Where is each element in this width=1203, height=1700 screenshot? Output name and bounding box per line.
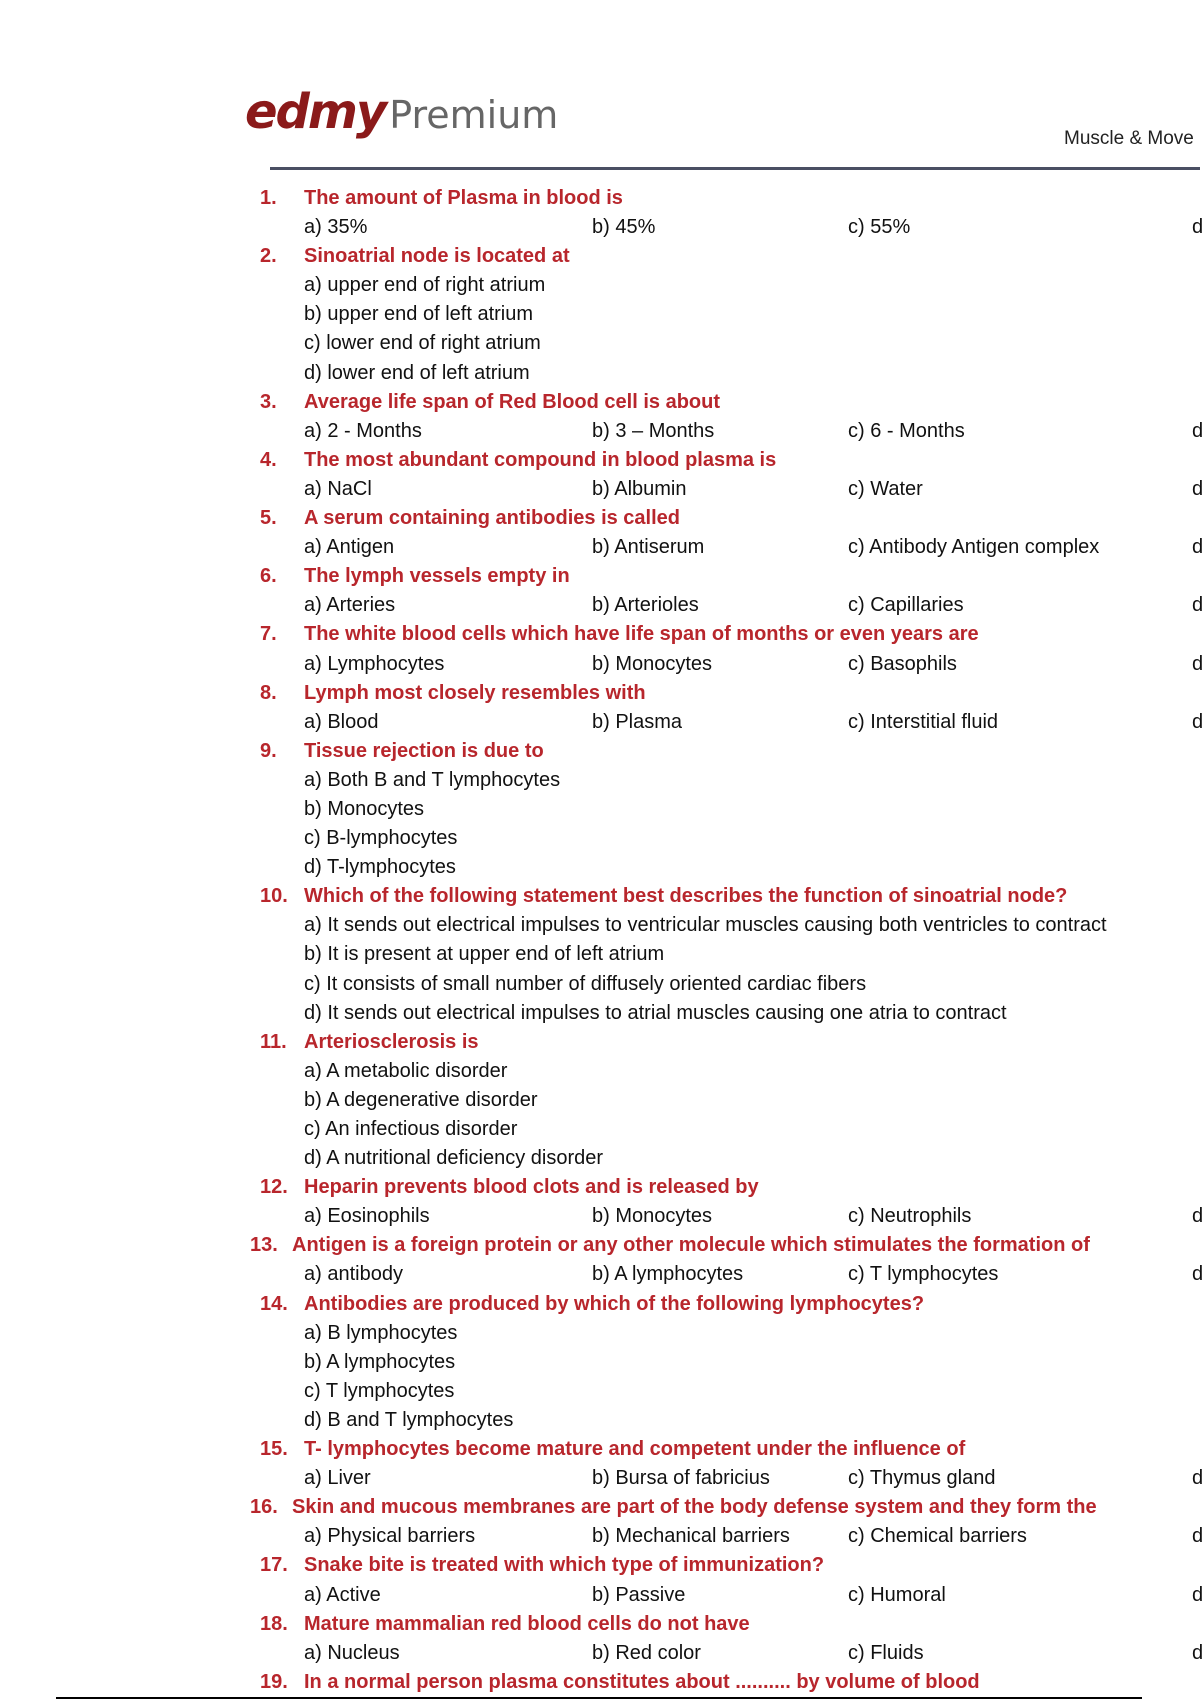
answer-option: a) Both B and T lymphocytes <box>304 768 561 791</box>
question-heading <box>0 1493 1200 1522</box>
answer-option: d <box>1192 1467 1203 1490</box>
answer-option: b) 45% <box>592 216 656 239</box>
options-row <box>0 1260 1203 1289</box>
answer-option: a) Eosinophils <box>304 1205 430 1228</box>
question-text: Which of the following statement best describes the function of sinoatrial node? <box>304 885 1068 908</box>
question-number: 15. <box>260 1438 288 1461</box>
answer-option: b) Arterioles <box>592 594 699 617</box>
question-text: Sinoatrial node is located at <box>304 245 570 268</box>
options-row <box>0 1581 1203 1610</box>
question-number: 5. <box>260 507 277 530</box>
answer-option: a) Active <box>304 1583 381 1606</box>
question-heading <box>0 1610 1200 1639</box>
answer-option: d <box>1192 477 1203 500</box>
question-number: 12. <box>260 1176 288 1199</box>
answer-option: c) Thymus gland <box>848 1467 996 1490</box>
answer-option: b) Monocytes <box>592 1205 713 1228</box>
question-item <box>0 1668 1200 1697</box>
question-item <box>0 388 1203 446</box>
question-item <box>0 1435 1203 1493</box>
question-number: 13. <box>250 1234 278 1257</box>
answer-option: a) Lymphocytes <box>304 652 445 675</box>
answer-option: c) Neutrophils <box>848 1205 972 1228</box>
answer-option: b) Red color <box>592 1641 701 1664</box>
answer-option: c) Basophils <box>848 652 957 675</box>
options-row <box>0 475 1203 504</box>
question-item <box>0 504 1203 562</box>
answer-option: d <box>1192 1263 1203 1286</box>
answer-option: d <box>1192 652 1203 675</box>
answer-option: a) B lymphocytes <box>304 1321 458 1344</box>
question-text: Heparin prevents blood clots and is released by <box>304 1176 759 1199</box>
question-item <box>0 1028 1200 1173</box>
answer-option: c) Humoral <box>848 1583 946 1606</box>
answer-option: a) Nucleus <box>304 1641 400 1664</box>
answer-option: d <box>1192 419 1203 442</box>
question-heading <box>0 1668 1200 1697</box>
question-number: 4. <box>260 448 277 471</box>
answer-option: b) A lymphocytes <box>592 1263 744 1286</box>
question-text: Average life span of Red Blood cell is about <box>304 390 721 413</box>
footer-divider <box>56 1697 1142 1699</box>
answer-option: d <box>1192 1583 1203 1606</box>
answer-option: c) B-lymphocytes <box>304 827 458 850</box>
answer-option: c) Fluids <box>848 1641 924 1664</box>
question-number: 14. <box>260 1292 288 1315</box>
answer-option: c) An infectious disorder <box>304 1118 518 1140</box>
answer-option: b) Monocytes <box>304 797 425 820</box>
question-text: A serum containing antibodies is called <box>304 507 681 530</box>
question-item <box>0 1290 1200 1435</box>
answer-option: c) T lymphocytes <box>304 1379 455 1402</box>
edmy-premium-logo <box>245 84 558 140</box>
answer-option: b) It is present at upper end of left atrium <box>304 943 665 966</box>
answer-option: c) Chemical barriers <box>848 1525 1027 1548</box>
answer-option: d <box>1192 1641 1203 1664</box>
answer-option: c) lower end of right atrium <box>304 332 541 355</box>
answer-option: b) upper end of left atrium <box>304 303 534 326</box>
question-number: 16. <box>250 1496 278 1519</box>
question-heading <box>0 1290 1200 1319</box>
answer-option: b) 3 – Months <box>592 419 715 442</box>
question-text: Lymph most closely resembles with <box>304 681 646 704</box>
question-text: The lymph vessels empty in <box>304 565 570 588</box>
question-text: T- lymphocytes become mature and competent under the influence of <box>304 1438 966 1461</box>
question-heading <box>0 1028 1200 1057</box>
question-number: 10. <box>260 885 288 908</box>
answer-option: a) upper end of right atrium <box>304 274 546 297</box>
question-text: The amount of Plasma in blood is <box>304 187 623 209</box>
question-number: 7. <box>260 623 277 646</box>
question-text: Arteriosclerosis is <box>304 1030 479 1053</box>
answer-option: c) Water <box>848 477 923 500</box>
options-row <box>0 213 1203 242</box>
answer-option: d) T-lymphocytes <box>304 856 456 879</box>
options-row <box>0 591 1203 620</box>
question-number: 11. <box>260 1030 287 1053</box>
question-number: 1. <box>260 187 277 209</box>
answer-option: d <box>1192 594 1203 617</box>
question-heading <box>0 620 1200 649</box>
question-heading <box>0 504 1200 533</box>
question-heading <box>0 446 1200 475</box>
options-row <box>0 1464 1203 1493</box>
logo-sub: Premium <box>389 93 559 137</box>
question-item <box>0 737 1200 882</box>
question-item <box>0 1610 1203 1668</box>
question-heading <box>0 184 1200 213</box>
question-heading <box>0 737 1200 766</box>
question-number: 8. <box>260 681 277 704</box>
answer-option: d <box>1192 1525 1203 1548</box>
answer-option: c) Capillaries <box>848 594 964 617</box>
answer-option: c) 6 - Months <box>848 419 965 442</box>
question-number: 6. <box>260 565 277 588</box>
page-header <box>0 0 1200 175</box>
answer-option: b) Mechanical barriers <box>592 1525 790 1548</box>
answer-option: a) Blood <box>304 710 379 733</box>
answer-option: d <box>1192 710 1203 733</box>
answer-option: b) A degenerative disorder <box>304 1088 538 1111</box>
options-row <box>0 708 1203 737</box>
answer-option: b) Antiserum <box>592 536 705 559</box>
logo-mark: edmy <box>245 84 386 140</box>
answer-option: a) A metabolic disorder <box>304 1059 508 1082</box>
question-text: Skin and mucous membranes are part of the body defense system and they form the <box>292 1496 1097 1519</box>
question-item <box>0 882 1200 1027</box>
answer-option: a) It sends out electrical impulses to ventricular muscles causing both ventricles to contract <box>304 914 1107 937</box>
options-row <box>0 1639 1203 1668</box>
question-number: 17. <box>260 1554 288 1577</box>
options-row <box>0 417 1203 446</box>
question-number: 3. <box>260 390 277 413</box>
answer-option: a) Physical barriers <box>304 1525 476 1548</box>
question-item <box>0 679 1203 737</box>
question-heading <box>0 1435 1200 1464</box>
answer-option: d <box>1192 216 1203 239</box>
question-heading <box>0 882 1200 911</box>
answer-option: c) Antibody Antigen complex <box>848 536 1100 559</box>
question-text: Antibodies are produced by which of the following lymphocytes? <box>304 1292 925 1315</box>
question-text: The most abundant compound in blood plasma is <box>304 448 777 471</box>
question-text: Tissue rejection is due to <box>304 739 544 762</box>
options-row <box>0 1522 1203 1551</box>
question-item <box>0 1173 1203 1231</box>
question-text: Antigen is a foreign protein or any other molecule which stimulates the formation of <box>292 1234 1090 1257</box>
question-number: 19. <box>260 1670 288 1693</box>
answer-option: b) Albumin <box>592 477 687 500</box>
question-heading <box>0 679 1200 708</box>
answer-option: a) NaCl <box>304 477 372 500</box>
answer-option: c) 55% <box>848 216 911 239</box>
answer-option: d) lower end of left atrium <box>304 361 530 384</box>
answer-option: d) B and T lymphocytes <box>304 1408 514 1431</box>
question-text: In a normal person plasma constitutes about .......... by volume of blood <box>304 1670 980 1693</box>
options-row <box>0 1202 1203 1231</box>
question-heading <box>0 562 1200 591</box>
question-item <box>0 562 1203 620</box>
answer-option: a) antibody <box>304 1263 403 1286</box>
answer-option: d <box>1192 536 1203 559</box>
answer-option: a) Arteries <box>304 594 396 617</box>
answer-option: b) A lymphocytes <box>304 1350 456 1373</box>
question-number: 9. <box>260 739 277 762</box>
answer-option: d) A nutritional deficiency disorder <box>304 1147 604 1170</box>
question-list <box>0 184 1203 1697</box>
chapter-title: Muscle & Move <box>1064 128 1194 149</box>
answer-option: d) It sends out electrical impulses to atrial muscles causing one atria to contract <box>304 1001 1007 1024</box>
answer-option: b) Monocytes <box>592 652 713 675</box>
answer-option: b) Bursa of fabricius <box>592 1467 770 1490</box>
answer-option: a) 2 - Months <box>304 419 422 442</box>
question-heading <box>0 1551 1200 1580</box>
question-number: 2. <box>260 245 277 268</box>
question-item <box>0 620 1203 678</box>
answer-option: a) Antigen <box>304 536 395 559</box>
answer-option: d <box>1192 1205 1203 1228</box>
options-row <box>0 650 1203 679</box>
answer-option: b) Passive <box>592 1583 686 1606</box>
question-heading <box>0 1173 1200 1202</box>
answer-option: b) Plasma <box>592 710 683 733</box>
question-number: 18. <box>260 1612 288 1635</box>
answer-option: c) It consists of small number of diffusely oriented cardiac fibers <box>304 972 867 995</box>
header-divider <box>270 167 1200 170</box>
question-heading <box>0 1231 1200 1260</box>
question-text: The white blood cells which have life span of months or even years are <box>304 623 979 646</box>
question-text: Snake bite is treated with which type of immunization? <box>304 1554 825 1577</box>
question-item <box>0 446 1203 504</box>
question-item <box>0 184 1203 242</box>
question-heading <box>0 388 1200 417</box>
question-text: Mature mammalian red blood cells do not have <box>304 1612 750 1635</box>
question-heading <box>0 242 1200 271</box>
answer-option: a) Liver <box>304 1467 371 1490</box>
question-item <box>0 1493 1203 1551</box>
question-item <box>0 1551 1203 1609</box>
options-row <box>0 533 1203 562</box>
answer-option: c) T lymphocytes <box>848 1263 999 1286</box>
answer-option: a) 35% <box>304 216 368 239</box>
question-item <box>0 242 1200 387</box>
question-item <box>0 1231 1203 1289</box>
answer-option: c) Interstitial fluid <box>848 710 999 733</box>
